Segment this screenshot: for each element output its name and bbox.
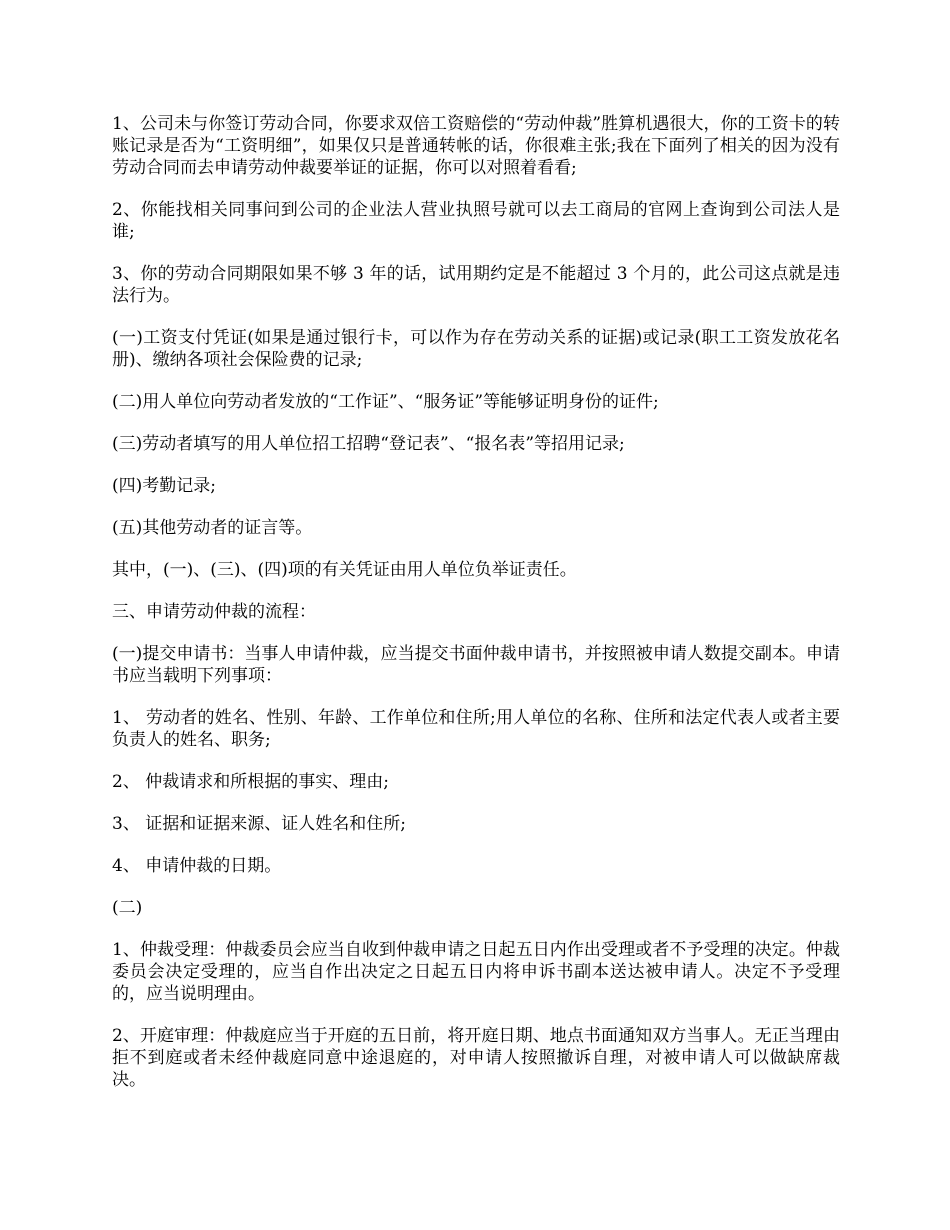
paragraph: (四)考勤记录; <box>112 476 216 496</box>
list-item: 3、 证据和证据来源、证人姓名和住所; <box>112 814 406 834</box>
paragraph: (二)用人单位向劳动者发放的“工作证”、“服务证”等能够证明身份的证件; <box>112 392 659 412</box>
list-item: 4、 申请仲裁的日期。 <box>112 856 282 876</box>
paragraph: 2、你能找相关同事问到公司的企业法人营业执照号就可以去工商局的官网上查询到公司法人是谁; <box>112 200 840 242</box>
list-item: 2、 仲裁请求和所根据的事实、理由; <box>112 772 389 792</box>
paragraph: 其中，(一)、(三)、(四)项的有关凭证由用人单位负举证责任。 <box>112 560 577 580</box>
paragraph: 1、仲裁受理：仲裁委员会应当自收到仲裁申请之日起五日内作出受理或者不予受理的决定。仲裁委员会决定受理的，应当自作出决定之日起五日内将申诉书副本送达被申请人。决定不予受理的，应当说明理由。 <box>112 940 840 1004</box>
paragraph: (一)工资支付凭证(如果是通过银行卡，可以作为存在劳动关系的证据)或记录(职工工资发放花名册)、缴纳各项社会保险费的记录; <box>112 328 840 370</box>
paragraph: (一)提交申请书：当事人申请仲裁，应当提交书面仲裁申请书，并按照被申请人数提交副本。申请书应当载明下列事项： <box>112 644 840 686</box>
section-heading: 三、申请劳动仲裁的流程： <box>112 602 316 622</box>
paragraph: (三)劳动者填写的用人单位招工招聘“登记表”、“报名表”等招用记录; <box>112 434 625 454</box>
document-body <box>112 113 840 1111</box>
paragraph: (五)其他劳动者的证言等。 <box>112 518 313 538</box>
subsection-heading: (二) <box>112 898 143 918</box>
paragraph: 2、开庭审理：仲裁庭应当于开庭的五日前，将开庭日期、地点书面通知双方当事人。无正当理由拒不到庭或者未经仲裁庭同意中途退庭的，对申请人按照撤诉自理，对被申请人可以做缺席裁决。 <box>112 1026 840 1090</box>
paragraph: 1、公司未与你签订劳动合同，你要求双倍工资赔偿的“劳动仲裁”胜算机遇很大，你的工资卡的转账记录是否为“工资明细”，如果仅只是普通转帐的话，你很难主张;我在下面列了相关的因为没有劳动合同而去申请劳动仲裁要举证的证据，你可以对照着看看; <box>112 114 840 178</box>
paragraph: 3、你的劳动合同期限如果不够 3 年的话，试用期约定是不能超过 3 个月的，此公司这点就是违法行为。 <box>112 264 840 306</box>
list-item: 1、 劳动者的姓名、性别、年龄、工作单位和住所;用人单位的名称、住所和法定代表人或者主要负责人的姓名、职务; <box>112 708 840 750</box>
